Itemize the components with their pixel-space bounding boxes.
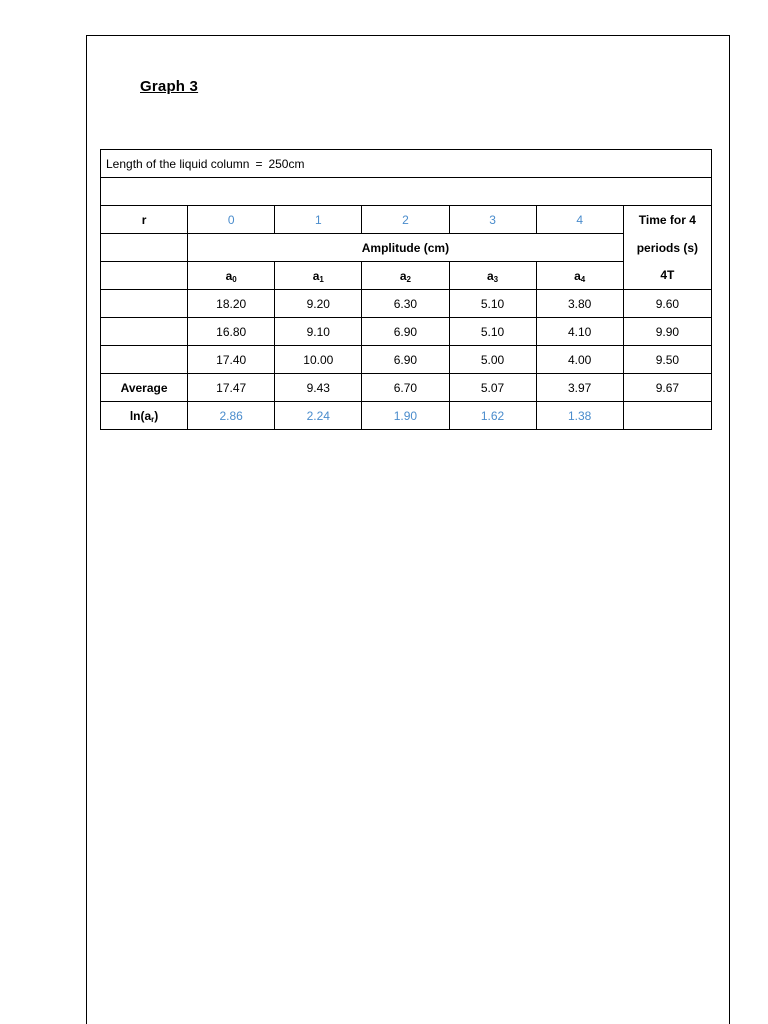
table-row	[101, 150, 712, 178]
ln-label-prefix: ln(a	[129, 408, 152, 423]
amplitude-value: 4.10	[536, 318, 623, 346]
time-header-line3: 4T	[623, 262, 711, 290]
average-value: 6.70	[362, 374, 449, 402]
amplitude-value: 5.10	[449, 318, 536, 346]
ln-value: 1.38	[536, 402, 623, 430]
table-row	[101, 234, 712, 262]
amplitude-value: 5.00	[449, 346, 536, 374]
amplitude-value: 9.20	[275, 290, 362, 318]
ln-value: 1.90	[362, 402, 449, 430]
table-row	[101, 262, 712, 290]
ln-value: 2.86	[188, 402, 275, 430]
amplitude-value: 10.00	[275, 346, 362, 374]
empty-cell	[101, 234, 188, 262]
row-label	[101, 318, 188, 346]
amplitude-value: 17.40	[188, 346, 275, 374]
time-value: 9.60	[623, 290, 711, 318]
column-length-cell	[101, 150, 712, 178]
amp-symbol: a	[312, 268, 320, 283]
r-value: 4	[536, 206, 623, 234]
amp-symbol: a	[225, 268, 233, 283]
table-row	[101, 374, 712, 402]
empty-cell	[101, 262, 188, 290]
amp-symbol-cell	[362, 262, 449, 290]
time-value: 9.50	[623, 346, 711, 374]
amplitude-value: 6.30	[362, 290, 449, 318]
amplitude-value: 3.80	[536, 290, 623, 318]
table-row	[101, 402, 712, 430]
ln-time-value	[623, 402, 711, 430]
amplitude-value: 9.10	[275, 318, 362, 346]
ln-label-suffix: )	[154, 408, 159, 423]
time-header-line1: Time for 4	[623, 206, 711, 234]
amp-symbol-cell	[536, 262, 623, 290]
ln-value: 2.24	[275, 402, 362, 430]
amplitude-value: 6.90	[362, 318, 449, 346]
amplitude-value: 6.90	[362, 346, 449, 374]
average-label: Average	[101, 374, 188, 402]
r-value: 3	[449, 206, 536, 234]
time-header-line2: periods (s)	[623, 234, 711, 262]
amp-symbol-cell	[449, 262, 536, 290]
amplitude-value: 16.80	[188, 318, 275, 346]
ln-label-subscript: r	[151, 414, 155, 424]
amp-symbol-cell	[275, 262, 362, 290]
amplitude-value: 5.10	[449, 290, 536, 318]
page-title: Graph 3	[140, 78, 199, 95]
average-value: 5.07	[449, 374, 536, 402]
r-value: 0	[188, 206, 275, 234]
column-length-equals: =	[255, 156, 263, 171]
ln-label	[101, 402, 188, 430]
amp-subscript: 2	[406, 274, 411, 284]
amp-subscript: 4	[580, 274, 586, 284]
amp-symbol: a	[486, 268, 494, 283]
average-value: 17.47	[188, 374, 275, 402]
amp-subscript: 0	[232, 274, 237, 284]
amp-subscript: 3	[493, 274, 499, 284]
table-row	[101, 290, 712, 318]
r-value: 2	[362, 206, 449, 234]
row-label	[101, 346, 188, 374]
amp-symbol-cell	[188, 262, 275, 290]
empty-cell	[101, 178, 712, 206]
document-page	[86, 35, 730, 1024]
ln-value: 1.62	[449, 402, 536, 430]
amp-symbol: a	[574, 268, 581, 283]
column-length-value: 250cm	[268, 156, 305, 171]
amplitude-value: 4.00	[536, 346, 623, 374]
amp-symbol: a	[399, 268, 407, 283]
r-header: r	[101, 206, 188, 234]
r-value: 1	[275, 206, 362, 234]
average-value: 3.97	[536, 374, 623, 402]
table-row	[101, 178, 712, 206]
table-row	[101, 318, 712, 346]
data-table	[100, 149, 712, 430]
table-row	[101, 346, 712, 374]
time-value: 9.90	[623, 318, 711, 346]
column-length-label: Length of the liquid column	[106, 156, 250, 171]
table-row	[101, 206, 712, 234]
amp-subscript: 1	[319, 274, 324, 284]
average-value: 9.43	[275, 374, 362, 402]
row-label	[101, 290, 188, 318]
average-time-value: 9.67	[623, 374, 711, 402]
amplitude-value: 18.20	[188, 290, 275, 318]
amplitude-header: Amplitude (cm)	[188, 234, 624, 262]
